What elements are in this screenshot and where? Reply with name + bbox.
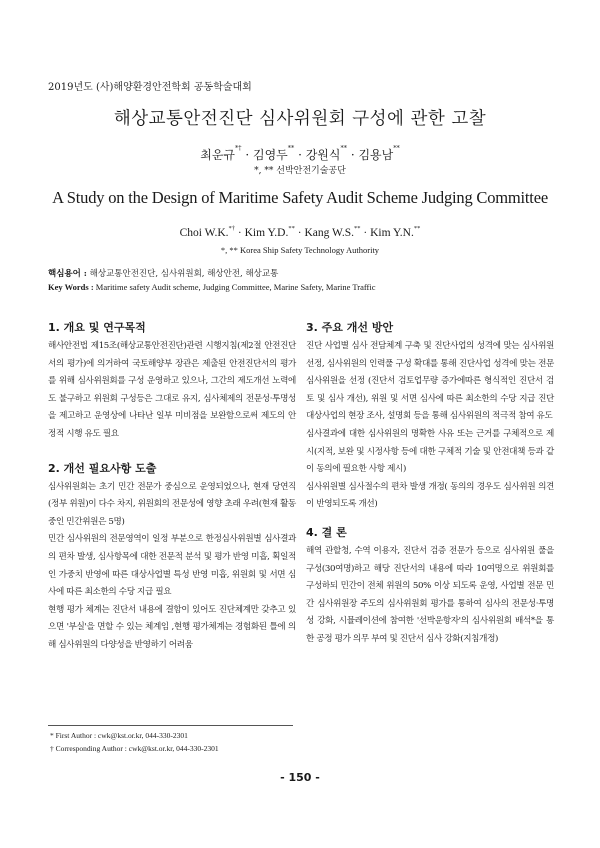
footnote-first-author: * First Author : cwk@kst.or.kr, 044-330-2301 [50,731,188,740]
author-name: Kim Y.N. [370,227,414,239]
affiliation-korean: *, ** 선박안전기술공단 [254,166,346,176]
author-name: 최운규 [200,148,236,162]
keywords-text: Maritime safety Audit scheme, Judging Committee, Marine Safety, Marine Traffic [95,282,376,292]
author-separator: · [360,227,371,239]
footnote-corresponding-author: † Corresponding Author : cwk@kst.or.kr, 044-330-2301 [50,744,219,753]
author-separator: · [294,227,305,239]
author-separator: · [241,148,253,162]
author-mark: ** [354,225,361,232]
conference-header: 2019년도 (사)해양환경안전학회 공동학술대회 [48,82,252,93]
section-paragraph: 심사위원별 심사절수의 편차 발생 개정( 동의의 경우도 심사위원 의견이 반영되도록 개선) [306,481,554,510]
author-mark: ** [393,144,400,152]
paper-title-english: A Study on the Design of Maritime Safety Audit Scheme Judging Committee [52,188,548,207]
author-name: Choi W.K. [179,227,229,239]
author-mark: ** [340,144,347,152]
section-paragraph: 해역 관할청, 수역 이용자, 진단서 검증 전문가 등으로 심사위원 풀을 구성(30여명)하고 해당 진단서의 내용에 따라 10여명으로 위원회를 구성하되 민간이 전체 위원의 50% 이상 되도록 운영, 사업별 전문 민간 심사위원장 주도의 심사위원회 평가를 통하여 심사의 전문성·투명성 강화, 시뮬레이션에 참여한 '선박운항자'의 심사위원회 배석*을 통한 공정 평가 의무 부여 및 진단서 심사 강화(지침개정) [306,545,554,644]
section-paragraph: 심사결과에 대한 심사위원의 명확한 사유 또는 근거를 구체적으로 제시(지적, 보완 및 시정사항 등에 대한 구체적 기술 및 안전대책 등과 같이 동의에 필요한 사항 제시) [306,428,554,475]
keywords-english [48,282,376,292]
affiliation-english: *, ** Korea Ship Safety Technology Authority [220,245,380,255]
keywords-label: 핵심용어 : [48,269,87,279]
author-separator: · [294,148,306,162]
section-heading-improvements: 2. 개선 필요사항 도출 [48,461,157,475]
author-separator: · [347,148,359,162]
keywords-korean [48,267,278,279]
author-name: Kim Y.D. [244,227,289,239]
author-list-korean [0,146,600,163]
author-list-english [0,227,600,239]
page-number: - 150 - [280,771,320,784]
author-mark: ** [413,225,421,232]
section-heading-conclusion: 4. 결 론 [306,525,347,539]
section-heading-overview: 1. 개요 및 연구목적 [48,321,146,334]
author-mark: ** [287,144,295,152]
left-column [48,318,296,655]
section-heading-measures: 3. 주요 개선 방안 [306,321,394,334]
author-name: 김영두 [252,148,288,162]
section-paragraph: 진단 사업별 심사 전담체계 구축 및 진단사업의 성격에 맞는 심사위원 선정, 심사위원의 인력풀 구성 확대를 통해 진단사업 성격에 맞는 전문 심사위원을 선정 (진단서 검토업무량 증가에따른 형식적인 진단서 검토 및 심사 개선), 위원 및 서면 심사에 따른 최소한의 수당 지급 진단대상사업의 현장 조사, 설명회 등을 통해 심사위원의 적극적 참여 유도 [306,341,554,422]
author-name: 김용남 [358,148,394,162]
author-mark: *† [235,144,242,152]
right-column [306,318,554,649]
keywords-text: 해상교통안전진단, 심사위원회, 해상안전, 해상교통 [89,269,279,279]
section-paragraph: 민간 심사위원의 전문영역이 일정 부분으로 한정심사위원별 심사결과의 편차 발생, 심사항목에 대한 전문적 분석 및 평가 반영 미흡, 획일적인 가중치 반영에 따른 대상사업별 특성 반영 미흡, 위원회 및 서면 심사에 따른 최소한의 수당 지급 필요 [48,534,296,598]
author-name: Kang W.S. [304,227,354,239]
footnote-divider [48,725,293,726]
section-paragraph: 해사안전법 제15조(해상교통안전진단)관련 시행지침(제2절 안전진단서의 평가)에 의거하여 국토해양부 장관은 제출된 안전진단서의 평가를 위해 심사위원회를 구성 운영하고 있으나, 그간의 제도개선 노력에도 불구하고 위원회 구성등은 그대로 유지, 심사체제의 전문성·투명성을 제고하고 운영상에 나타난 일부 미비점을 보완함으로써 제도의 안정적 시행 유도 필요 [48,341,296,439]
author-mark: ** [288,225,295,232]
section-paragraph: 심사위원회는 초기 민간 전문가 중심으로 운영되었으나, 현재 당연직(정부 위원)이 다수 차지, 위원회의 전문성에 영향 초래 우려(현재 활동 중인 민간위원은 5명) [48,481,296,527]
author-separator: · [235,227,245,239]
author-name: 강원식 [305,148,341,162]
section-paragraph: 현행 평가 체계는 진단서 내용에 결함이 있어도 진단체계만 갖추고 있으면 '부실'을 면할 수 있는 체계임 ,현행 평가체계는 경험화된 틀에 의해 심사위원의 다양성을 반영하기 어려움 [48,604,296,650]
keywords-label: Key Words : [48,282,94,292]
author-mark: *† [228,225,235,232]
paper-title-korean: 해상교통안전진단 심사위원회 구성에 관한 고찰 [113,109,487,129]
